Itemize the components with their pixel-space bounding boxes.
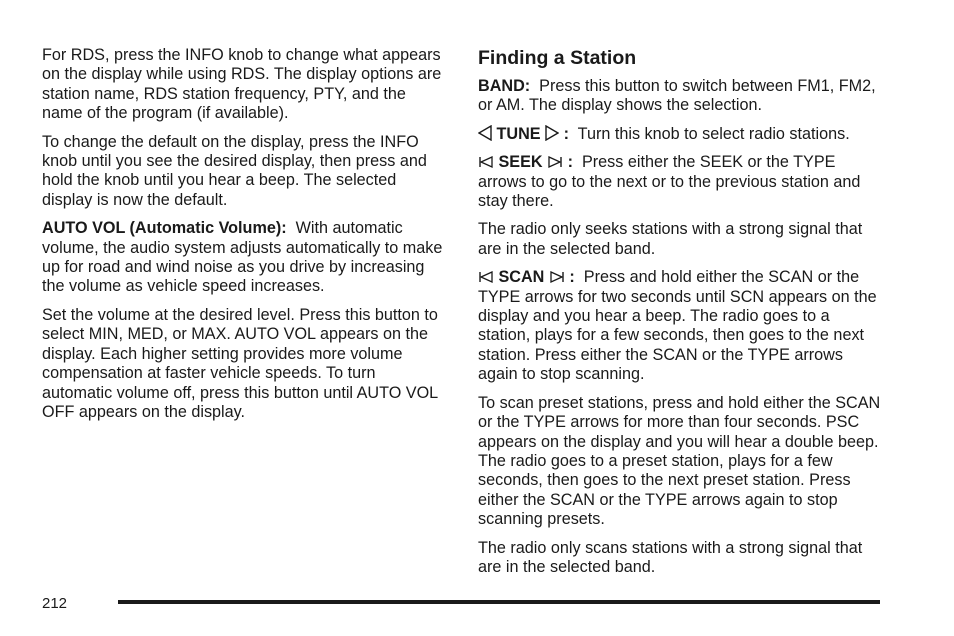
auto-vol-text: With automatic volume, the audio system adjusts automatically to make up for road and wind noise as you drive by increasing the volume as vehicle speed increases. (42, 219, 443, 296)
tune-label: TUNE (496, 124, 541, 143)
scan-back-icon (478, 270, 494, 284)
rds-paragraph: For RDS, press the INFO knob to change what appears on the display while using RDS. The display options are station name, RDS station frequency, PTY, and the name of the program (if available). (42, 46, 442, 123)
scan-text: Press and hold either the SCAN or the TYPE arrows for two seconds until SCN appears on the display and you hear a beep. The radio goes to a station, plays for a few seconds, then goes to the next station. Press either the SCAN or the TYPE arrows again to stop scanning. (478, 268, 877, 384)
auto-vol-label: AUTO VOL (Automatic Volume): (42, 219, 287, 238)
page-number: 212 (42, 595, 68, 612)
band-text: Press this button to switch between FM1, FM2, or AM. The display shows the selection. (478, 77, 876, 115)
band-label: BAND: (478, 77, 531, 95)
section-heading: Finding a Station (478, 47, 637, 69)
seek-colon: : (567, 153, 573, 172)
preset-scan-paragraph: To scan preset stations, press and hold either the SCAN or the TYPE arrows for more than four seconds. PSC appears on the display and you will hear a double beep. The radio goes to a preset station, plays for a few seconds, then goes to the next preset station. Press either the SCAN or the TYPE arrows again to stop scanning presets. (478, 393, 881, 529)
seek-note-paragraph: The radio only seeks stations with a strong signal that are in the selected band. (478, 220, 863, 258)
tune-text: Turn this knob to select radio stations. (577, 124, 850, 143)
triangle-left-icon (478, 125, 492, 141)
scan-forward-icon (549, 270, 565, 284)
scan-note-paragraph: The radio only scans stations with a strong signal that are in the selected band. (478, 538, 863, 576)
triangle-right-icon (545, 125, 559, 141)
seek-paragraph (478, 153, 886, 211)
seek-back-icon (478, 155, 494, 169)
tune-colon: : (563, 124, 569, 143)
default-display-paragraph: To change the default on the display, press the INFO knob until you see the desired display, then press and hold the knob until you hear a beep. The selected display is now the default. (42, 132, 427, 209)
tune-paragraph (478, 125, 886, 144)
scan-paragraph (478, 268, 886, 384)
left-column (42, 46, 444, 431)
footer-rule (118, 600, 880, 604)
band-paragraph (478, 77, 886, 116)
seek-label: SEEK (498, 153, 543, 172)
seek-forward-icon (547, 155, 563, 169)
scan-label: SCAN (498, 268, 545, 287)
seek-text: Press either the SEEK or the TYPE arrows to go to the next or to the previous station and stay there. (478, 153, 861, 211)
volume-setting-paragraph: Set the volume at the desired level. Press this button to select MIN, MED, or MAX. AUTO VOL appears on the display. Each higher setting provides more volume compensation at faster vehicle speeds. To turn automatic volume off, press this button until AUTO VOL OFF appears on the display. (42, 305, 438, 421)
auto-vol-paragraph (42, 219, 444, 297)
right-column (478, 46, 886, 586)
scan-colon: : (569, 268, 575, 287)
